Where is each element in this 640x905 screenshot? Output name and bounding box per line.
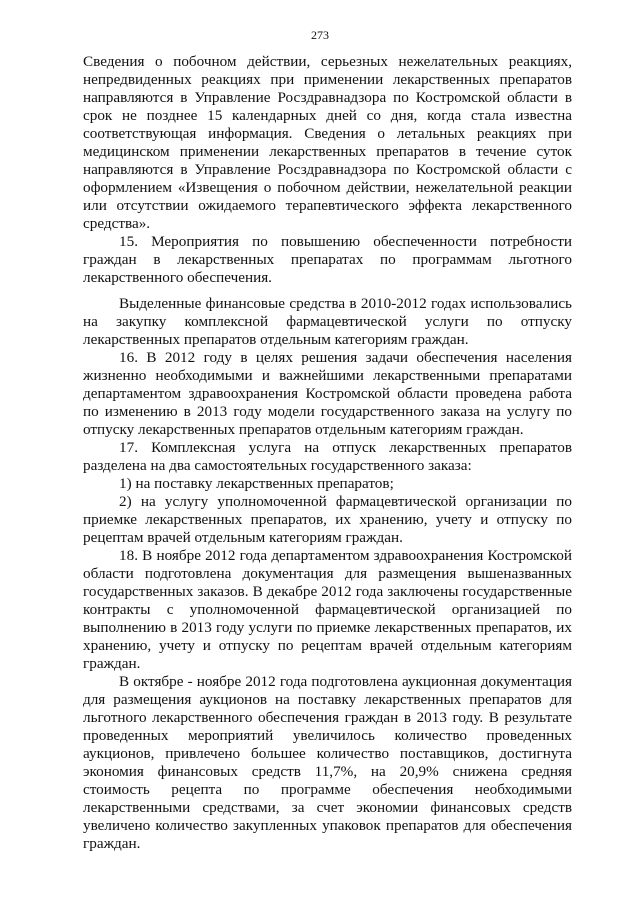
paragraph-item-18: 18. В ноябре 2012 года департаментом здравоохранения Костромской области подготовлена документация для размещения вышеназванных государственных заказов. В декабре 2012 года заключены государственные контракты с уполномоченной фармацевтической организацией по выполнению в 2013 году услуги по приемке лекарственных препаратов, их хранению, учету и отпуску по рецептам врачей отдельным категориям граждан. xyxy=(83,547,572,672)
paragraph-auctions: В октябре - ноябре 2012 года подготовлена аукционная документация для размещения аукционов на поставку лекарственных препаратов для льготного лекарственного обеспечения граждан в 2013 году. В результате проведенных мероприятий увеличилось количество проведенных аукционов, привлечено большее количество поставщиков, достигнута экономия финансовых средств 11,7%, на 20,9% снижена средняя стоимость рецепта по программе обеспечения необходимыми лекарственными средствами, за счет экономии финансовых средств увеличено количество закупленных упаковок препаратов для обеспечения граждан. xyxy=(83,673,572,852)
paragraph-sub-item-1: 1) на поставку лекарственных препаратов; xyxy=(119,475,394,492)
document-body xyxy=(83,53,572,853)
page-number: 273 xyxy=(311,28,329,42)
paragraph-funding: Выделенные финансовые средства в 2010-2012 годах использовались на закупку комплексной фармацевтической услуги по отпуску лекарственных препаратов отдельным категориям граждан. xyxy=(83,295,572,348)
paragraph-item-16: 16. В 2012 году в целях решения задачи обеспечения населения жизненно необходимыми и важнейшими лекарственными препаратами департаментом здравоохранения Костромской области проведена работа по изменению в 2013 году модели государственного заказа на услугу по отпуску лекарственных препаратов отдельным категориям граждан. xyxy=(83,349,572,438)
paragraph-side-effects-reporting: Сведения о побочном действии, серьезных нежелательных реакциях, непредвиденных реакциях при применении лекарственных препаратов направляются в Управление Росздравнадзора по Костромской области в срок не позднее 15 календарных дней со дня, когда стала известна соответствующая информация. Сведения о летальных реакциях при медицинском применении лекарственных препаратов в течение суток направляются в Управление Росздравнадзора по Костромской области с оформлением «Извещения о побочном действии, нежелательной реакции или отсутствии ожидаемого терапевтического эффекта лекарственного средства». xyxy=(83,53,572,232)
paragraph-sub-item-2: 2) на услугу уполномоченной фармацевтической организации по приемке лекарственных препаратов, их хранению, учету и отпуску по рецептам врачей отдельным категориям граждан. xyxy=(83,493,572,546)
paragraph-item-15: 15. Мероприятия по повышению обеспеченности потребности граждан в лекарственных препаратах по программам льготного лекарственного обеспечения. xyxy=(83,233,572,286)
paragraph-item-17: 17. Комплексная услуга на отпуск лекарственных препаратов разделена на два самостоятельных государственного заказа: xyxy=(83,439,572,474)
